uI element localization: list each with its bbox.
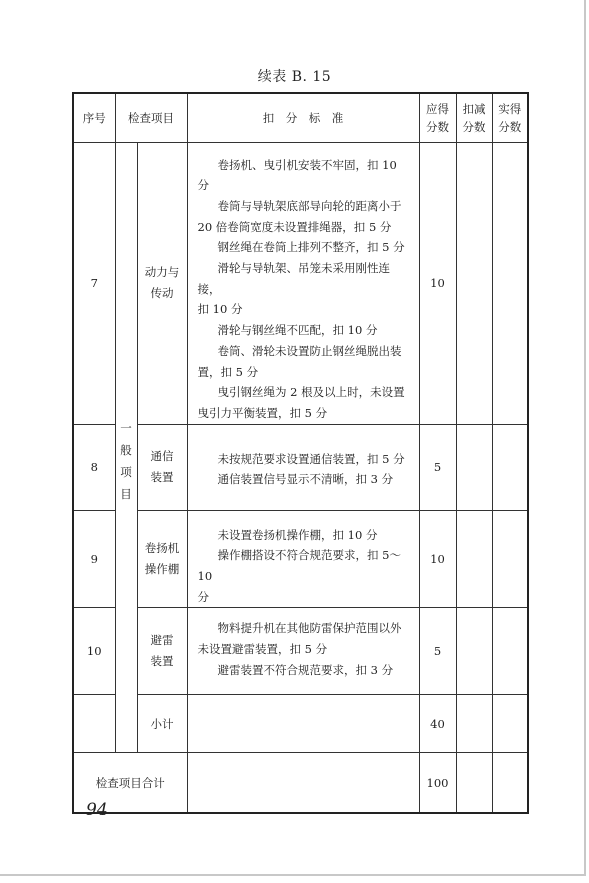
- header-no: 序号: [73, 93, 115, 142]
- row-score: 5: [419, 608, 456, 695]
- row-deduct: [456, 608, 492, 695]
- subtotal-standard: [187, 695, 419, 753]
- standard-line: 未按规范要求设置通信装置，扣 5 分: [217, 451, 405, 466]
- standard-line: 曳引力平衡装置，扣 5 分: [197, 405, 328, 420]
- header-deduct-score: [456, 93, 492, 142]
- standard-line: 卷扬机、曳引机安装不牢固，扣 10 分: [197, 157, 397, 193]
- subtotal-actual: [492, 695, 528, 753]
- inspection-table: [72, 92, 529, 814]
- header-deduct-line1: 扣减: [462, 101, 486, 116]
- header-standard: 扣 分 标 准: [187, 93, 419, 142]
- row-score: 5: [419, 424, 456, 510]
- standard-line: 未设置避雷装置，扣 5 分: [197, 642, 328, 657]
- row-item-line: 操作棚: [144, 562, 180, 577]
- subtotal-label: 小计: [137, 695, 187, 753]
- standard-line: 卷筒与导轨架底部导向轮的距离小于: [217, 198, 402, 213]
- standard-line: 滑轮与导轨架、吊笼未采用刚性连接，: [197, 261, 390, 296]
- row-no: 8: [73, 424, 115, 510]
- category-cell: [115, 142, 137, 753]
- total-score: 100: [419, 753, 456, 813]
- row-standard: [187, 510, 419, 608]
- row-deduct: [456, 142, 492, 424]
- header-actual-score: [492, 93, 528, 142]
- standard-line: 钢丝绳在卷筒上排列不整齐，扣 5 分: [217, 240, 405, 255]
- standard-line: 滑轮与钢丝绳不匹配，扣 10 分: [217, 323, 378, 338]
- total-actual: [492, 753, 528, 813]
- standard-line: 分: [197, 589, 209, 604]
- total-label: 检查项目合计: [73, 753, 187, 813]
- header-due-score: [419, 93, 456, 142]
- row-item: [137, 510, 187, 608]
- total-deduct: [456, 753, 492, 813]
- standard-line: 未设置卷扬机操作棚，扣 10 分: [217, 527, 378, 542]
- row-no: 10: [73, 608, 115, 695]
- header-row: [73, 93, 528, 142]
- subtotal-row: [73, 695, 528, 753]
- standard-line: 卷筒、滑轮未设置防止钢丝绳脱出装: [217, 343, 402, 358]
- row-item-line: 通信: [150, 449, 174, 464]
- row-standard: [187, 608, 419, 695]
- row-standard: [187, 424, 419, 510]
- standard-line: 20 倍卷筒宽度未设置排绳器，扣 5 分: [197, 219, 392, 234]
- table-row: [73, 608, 528, 695]
- row-deduct: [456, 510, 492, 608]
- table-caption: 续表 B. 15: [257, 69, 332, 85]
- row-item-line: 动力与: [144, 265, 180, 280]
- row-item: [137, 424, 187, 510]
- page-number: 94: [86, 800, 108, 820]
- standard-line: 曳引钢丝绳为 2 根及以上时，未设置: [217, 385, 405, 400]
- total-standard: [187, 753, 419, 813]
- total-row: [73, 753, 528, 813]
- row-standard: [187, 142, 419, 424]
- category-char: 项: [120, 465, 132, 480]
- standard-line: 物料提升机在其他防雷保护范围以外: [217, 621, 402, 636]
- header-due-line1: 应得: [426, 101, 449, 116]
- header-deduct-line2: 分数: [462, 119, 486, 134]
- row-item-line: 卷扬机: [144, 541, 180, 556]
- table-row: [73, 510, 528, 608]
- row-item: [137, 142, 187, 424]
- row-deduct: [456, 424, 492, 510]
- header-due-line2: 分数: [426, 119, 449, 134]
- row-score: 10: [419, 142, 456, 424]
- header-item: 检查项目: [115, 93, 187, 142]
- table-row: [73, 142, 528, 424]
- row-no: 7: [73, 142, 115, 424]
- row-score: 10: [419, 510, 456, 608]
- row-item-line: 传动: [150, 286, 174, 301]
- header-actual-line2: 分数: [498, 119, 522, 134]
- subtotal-no: [73, 695, 115, 753]
- header-actual-line1: 实得: [498, 101, 522, 116]
- row-item-line: 装置: [150, 470, 174, 485]
- category-char: 目: [120, 487, 132, 502]
- standard-line: 操作棚搭设不符合规范要求，扣 5～10: [197, 548, 401, 584]
- row-actual: [492, 142, 528, 424]
- row-actual: [492, 510, 528, 608]
- subtotal-score: 40: [419, 695, 456, 753]
- row-actual: [492, 424, 528, 510]
- row-item-line: 装置: [150, 654, 174, 669]
- category-char: 一: [120, 421, 132, 436]
- standard-line: 扣 10 分: [197, 302, 243, 317]
- row-no: 9: [73, 510, 115, 608]
- row-item: [137, 608, 187, 695]
- row-item-line: 避雷: [150, 633, 174, 648]
- row-actual: [492, 608, 528, 695]
- standard-line: 避雷装置不符合规范要求，扣 3 分: [217, 662, 394, 677]
- standard-line: 通信装置信号显示不清晰，扣 3 分: [217, 472, 394, 487]
- table-row: [73, 424, 528, 510]
- category-char: 般: [120, 443, 132, 458]
- standard-line: 置，扣 5 分: [197, 364, 259, 379]
- subtotal-deduct: [456, 695, 492, 753]
